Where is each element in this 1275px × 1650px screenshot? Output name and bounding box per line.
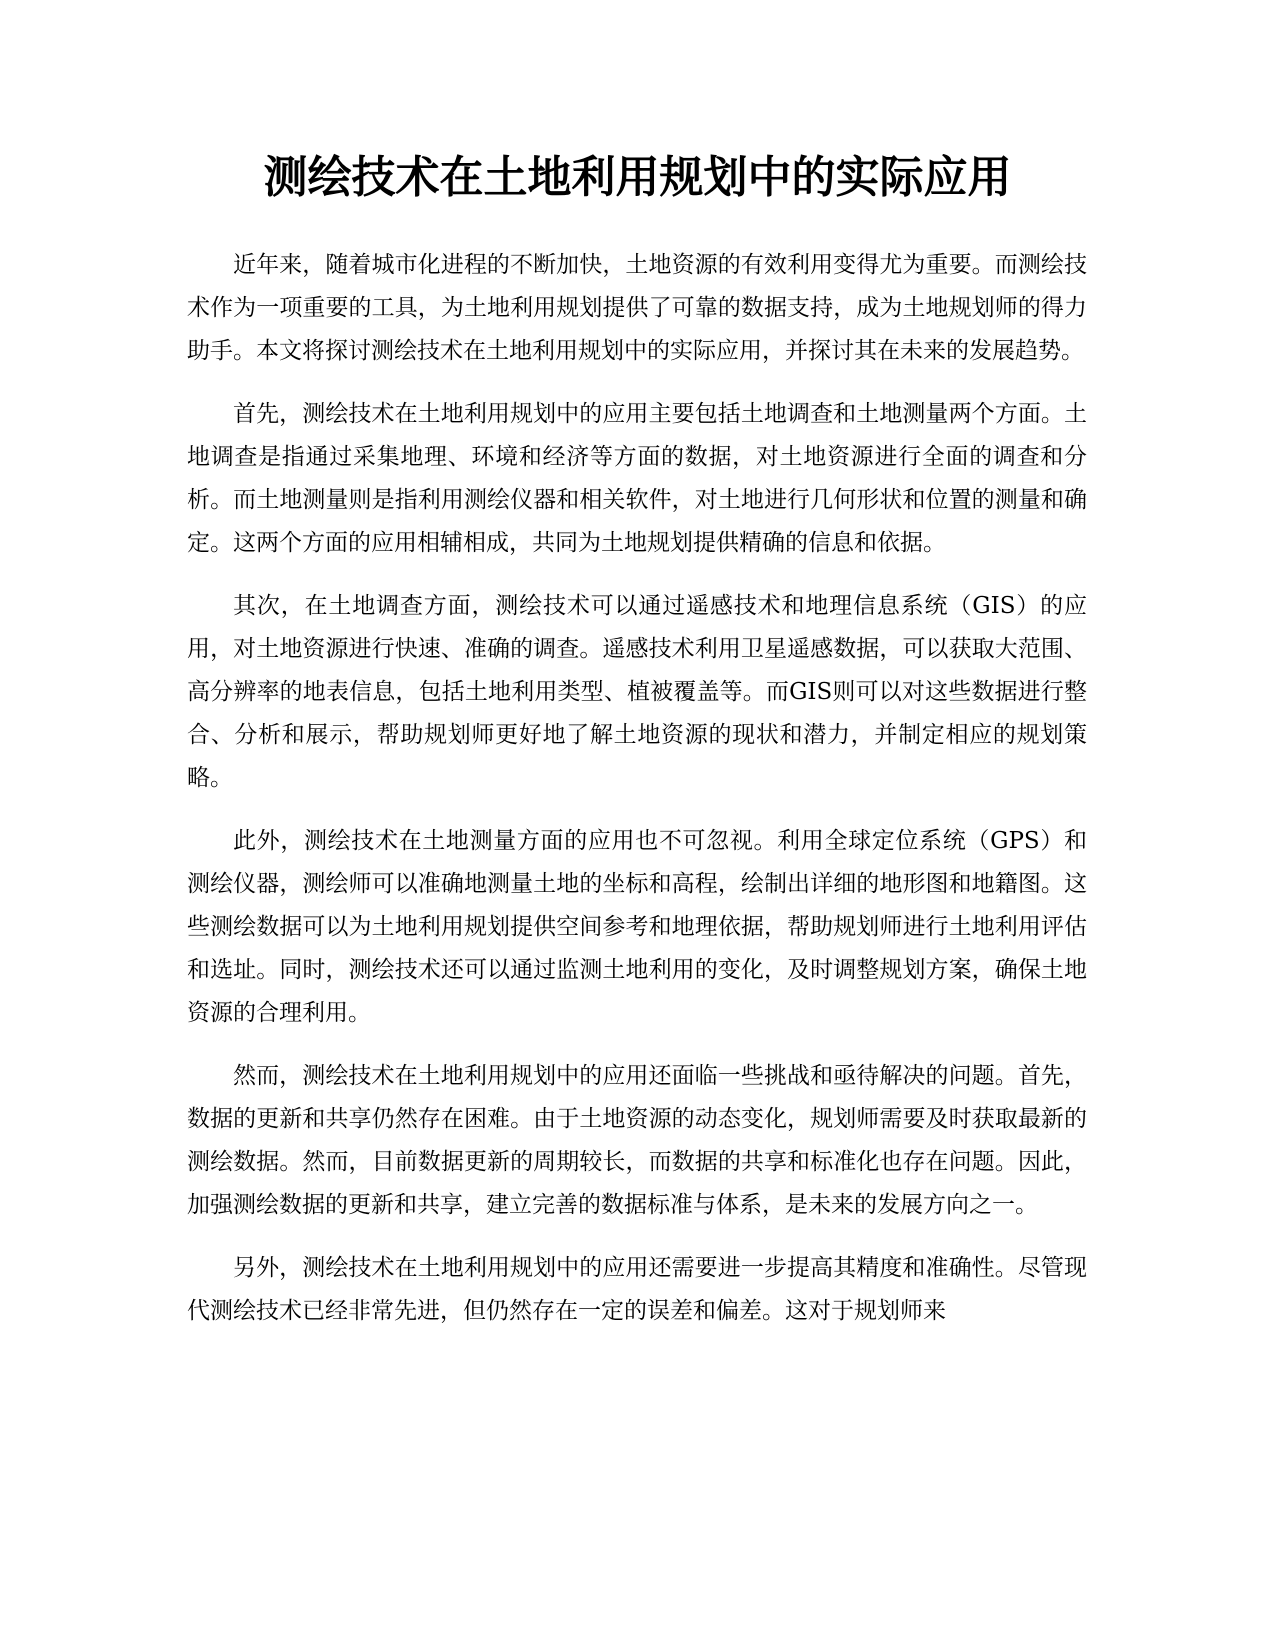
- document-title: 测绘技术在土地利用规划中的实际应用: [263, 152, 1012, 203]
- paragraph-3: 其次，在土地调查方面，测绘技术可以通过遥感技术和地理信息系统（GIS）的应用，对土地资源进行快速、准确的调查。遥感技术利用卫星遥感数据，可以获取大范围、高分辨率的地表信息，包括土地利用类型、植被覆盖等。而GIS则可以对这些数据进行整合、分析和展示，帮助规划师更好地了解土地资源的现状和潜力，并制定相应的规划策略。: [187, 593, 1087, 791]
- paragraph-6: 另外，测绘技术在土地利用规划中的应用还需要进一步提高其精度和准确性。尽管现代测绘技术已经非常先进，但仍然存在一定的误差和偏差。这对于规划师来: [187, 1255, 1087, 1324]
- paragraph-4: 此外，测绘技术在土地测量方面的应用也不可忽视。利用全球定位系统（GPS）和测绘仪器，测绘师可以准确地测量土地的坐标和高程，绘制出详细的地形图和地籍图。这些测绘数据可以为土地利用规划提供空间参考和地理依据，帮助规划师进行土地利用评估和选址。同时，测绘技术还可以通过监测土地利用的变化，及时调整规划方案，确保土地资源的合理利用。: [187, 828, 1087, 1026]
- paragraph-1: 近年来，随着城市化进程的不断加快，土地资源的有效利用变得尤为重要。而测绘技术作为一项重要的工具，为土地利用规划提供了可靠的数据支持，成为土地规划师的得力助手。本文将探讨测绘技术在土地利用规划中的实际应用，并探讨其在未来的发展趋势。: [187, 252, 1087, 364]
- document-body: [187, 244, 1087, 1353]
- paragraph-2: 首先，测绘技术在土地利用规划中的应用主要包括土地调查和土地测量两个方面。土地调查是指通过采集地理、环境和经济等方面的数据，对土地资源进行全面的调查和分析。而土地测量则是指利用测绘仪器和相关软件，对土地进行几何形状和位置的测量和确定。这两个方面的应用相辅相成，共同为土地规划提供精确的信息和依据。: [187, 401, 1087, 556]
- paragraph-5: 然而，测绘技术在土地利用规划中的应用还面临一些挑战和亟待解决的问题。首先，数据的更新和共享仍然存在困难。由于土地资源的动态变化，规划师需要及时获取最新的测绘数据。然而，目前数据更新的周期较长，而数据的共享和标准化也存在问题。因此，加强测绘数据的更新和共享，建立完善的数据标准与体系，是未来的发展方向之一。: [187, 1063, 1087, 1218]
